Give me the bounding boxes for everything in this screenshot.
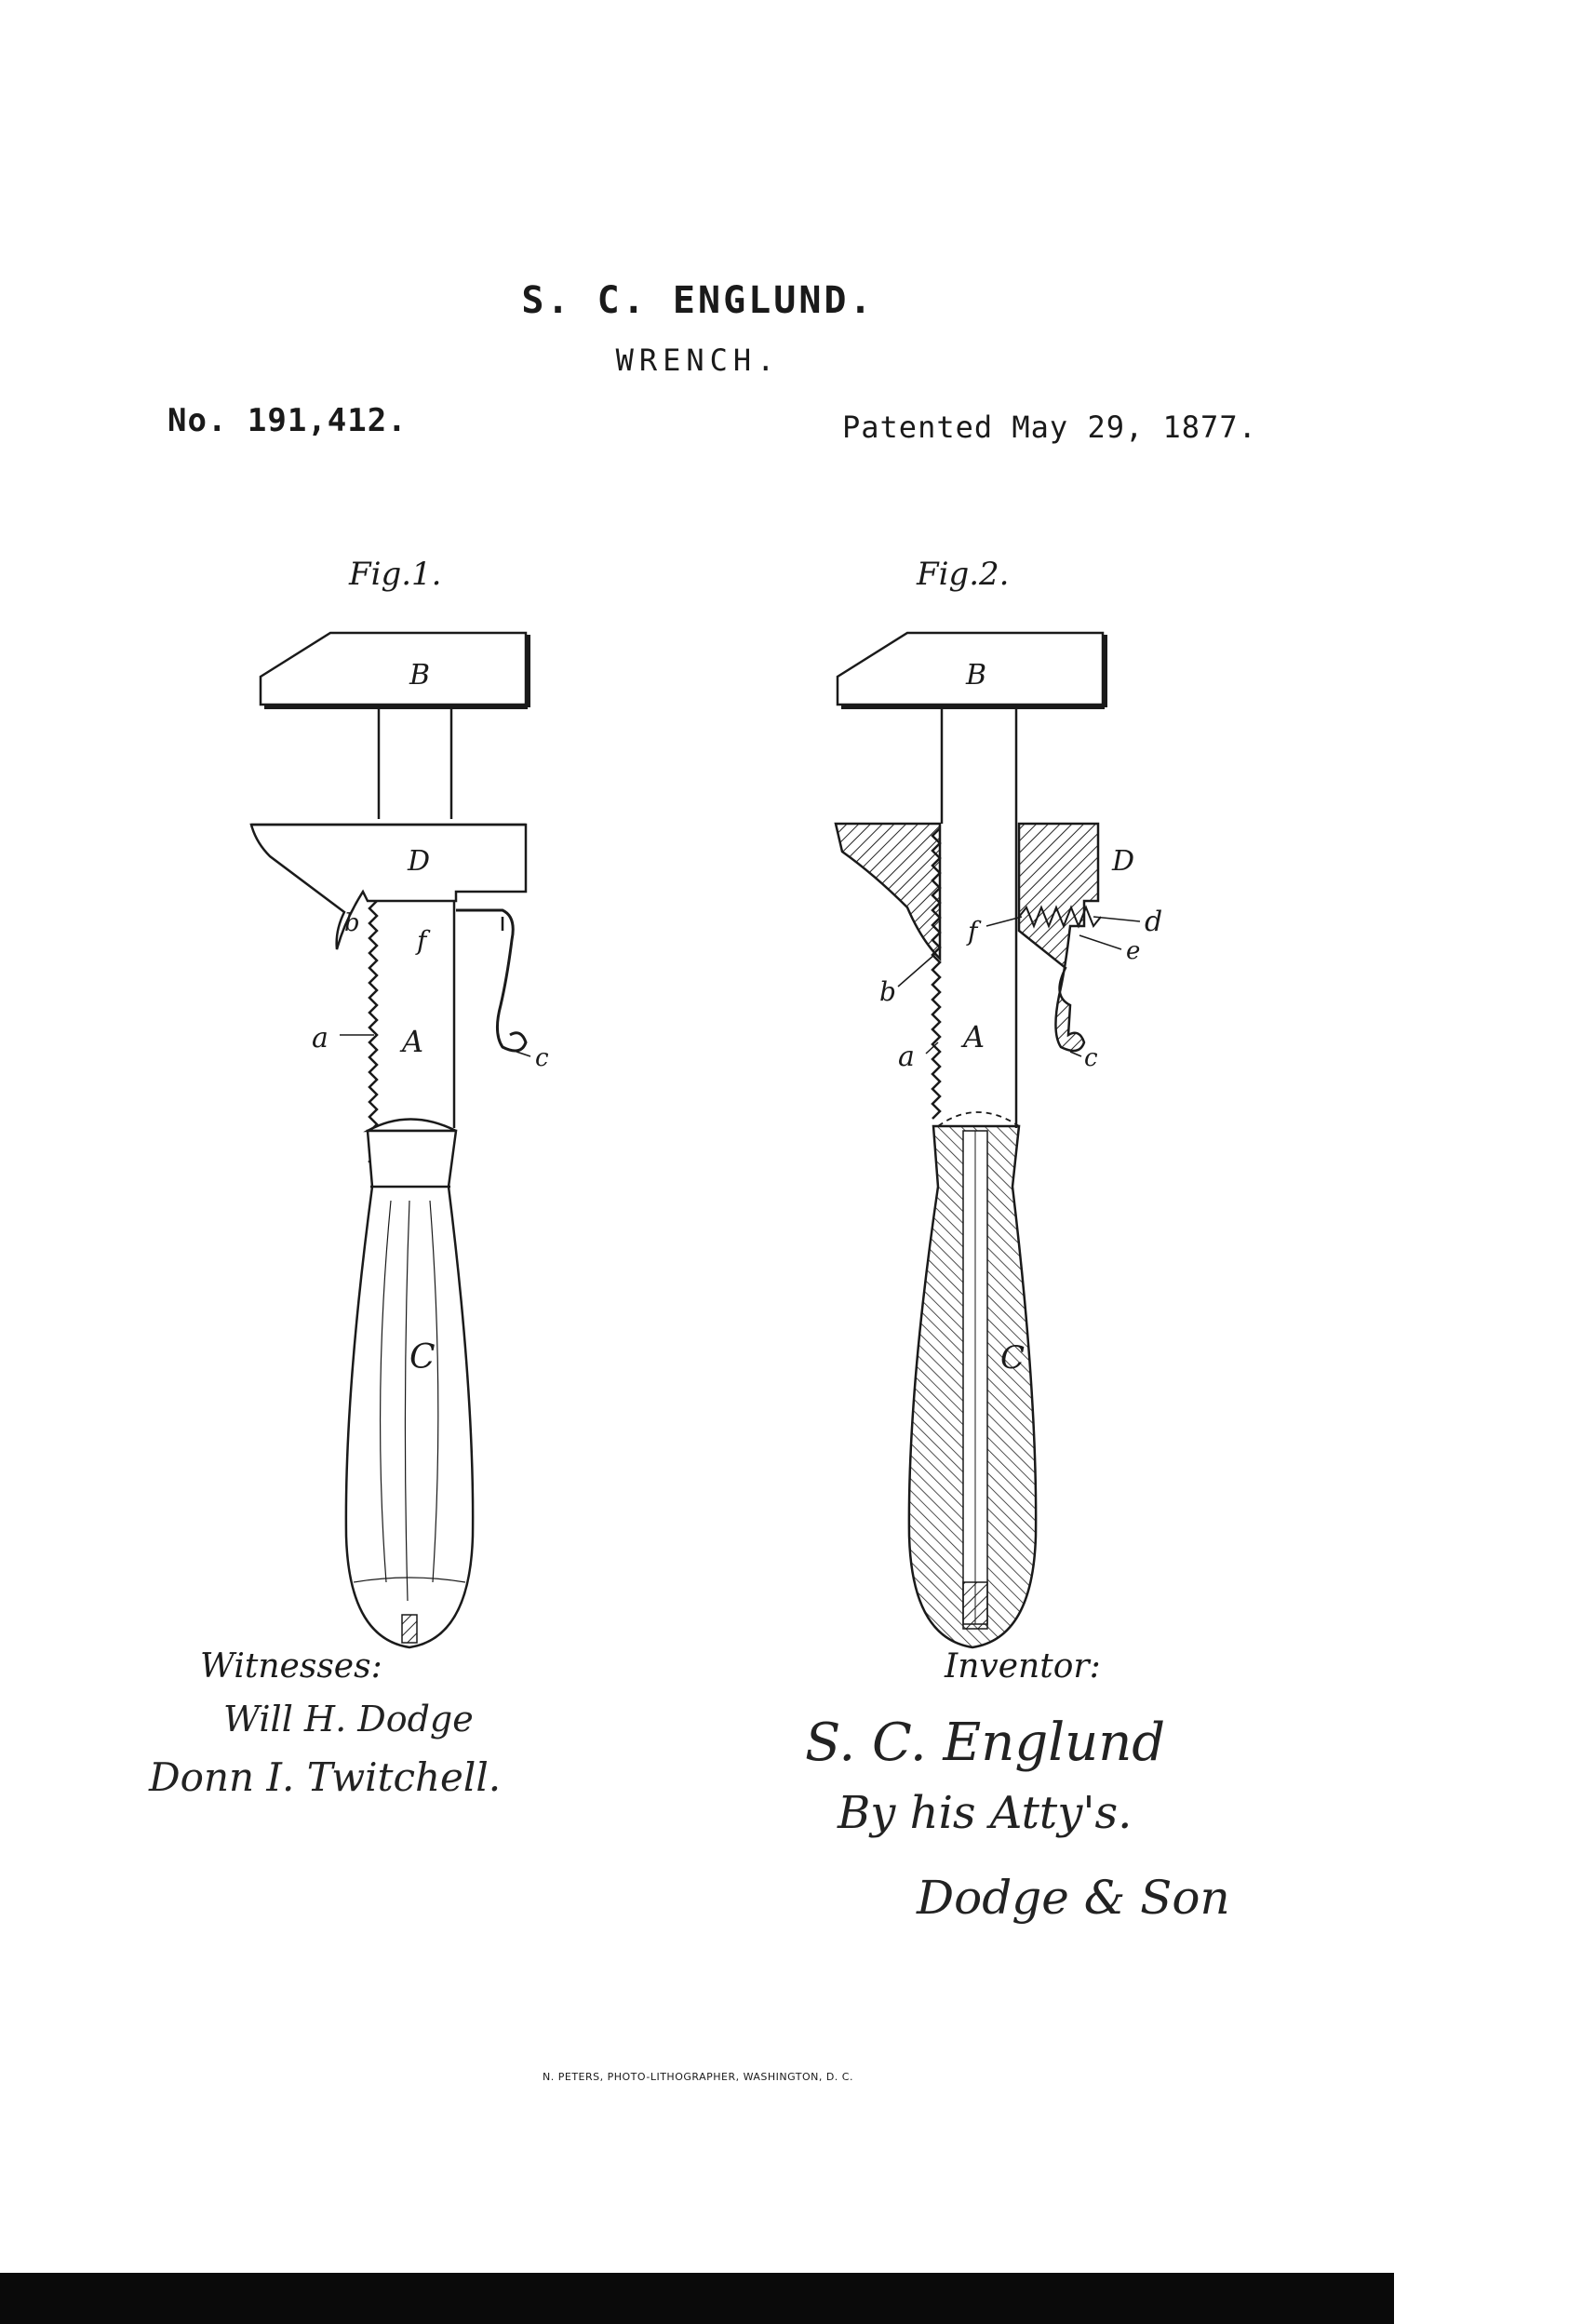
fig1-ref-c: c	[535, 1044, 549, 1072]
fig1-ref-b: b	[344, 909, 360, 937]
fig1-sliding-jaw	[251, 825, 526, 949]
fig2-ref-C: C	[1000, 1339, 1026, 1377]
fig2-ref-B: B	[966, 659, 987, 692]
fig1-ref-f: f	[417, 925, 427, 956]
witness-signature-1: Will H. Dodge	[223, 1699, 474, 1740]
inventor-label: Inventor:	[945, 1647, 1101, 1686]
patent-date: Patented May 29, 1877.	[842, 410, 1257, 445]
fig2-ref-d: d	[1145, 906, 1163, 938]
patent-title: WRENCH.	[615, 343, 781, 378]
inventor-name: S. C. ENGLUND.	[521, 279, 875, 322]
fig1-ref-B: B	[409, 659, 431, 692]
fig2-ref-A: A	[963, 1019, 985, 1055]
fig1-ref-D: D	[408, 845, 431, 878]
attorney-signature: Dodge & Son	[917, 1871, 1230, 1925]
fig2-ref-D: D	[1112, 845, 1135, 878]
fig1-label: Fig.1.	[349, 556, 442, 593]
fig2-ref-c: c	[1084, 1044, 1098, 1072]
fig1-ref-a: a	[312, 1022, 328, 1055]
scan-border-bar	[0, 2273, 1394, 2324]
patent-number: No. 191,412.	[168, 402, 408, 439]
inventor-signature: S. C. Englund	[805, 1713, 1166, 1773]
fig2-ref-b: b	[879, 976, 896, 1007]
witnesses-label: Witnesses:	[200, 1647, 382, 1686]
witness-signature-2: Donn I. Twitchell.	[149, 1754, 502, 1800]
fig2-ref-f: f	[968, 916, 978, 947]
figure-1	[251, 633, 529, 1647]
fig2-jaw-left-section	[836, 824, 940, 959]
fig1-ref-C: C	[409, 1338, 436, 1377]
fig2-ref-e: e	[1126, 937, 1141, 965]
fig1-ref-A: A	[402, 1024, 424, 1059]
fig1-fixed-jaw	[261, 633, 526, 705]
figure-2	[836, 633, 1106, 1647]
attorney-by-line: By his Atty's.	[838, 1787, 1133, 1839]
fig2-label: Fig.2.	[917, 556, 1010, 593]
printer-credit: N. PETERS, PHOTO-LITHOGRAPHER, WASHINGTON, D. C.	[543, 2071, 853, 2083]
fig2-ref-a: a	[898, 1041, 915, 1073]
